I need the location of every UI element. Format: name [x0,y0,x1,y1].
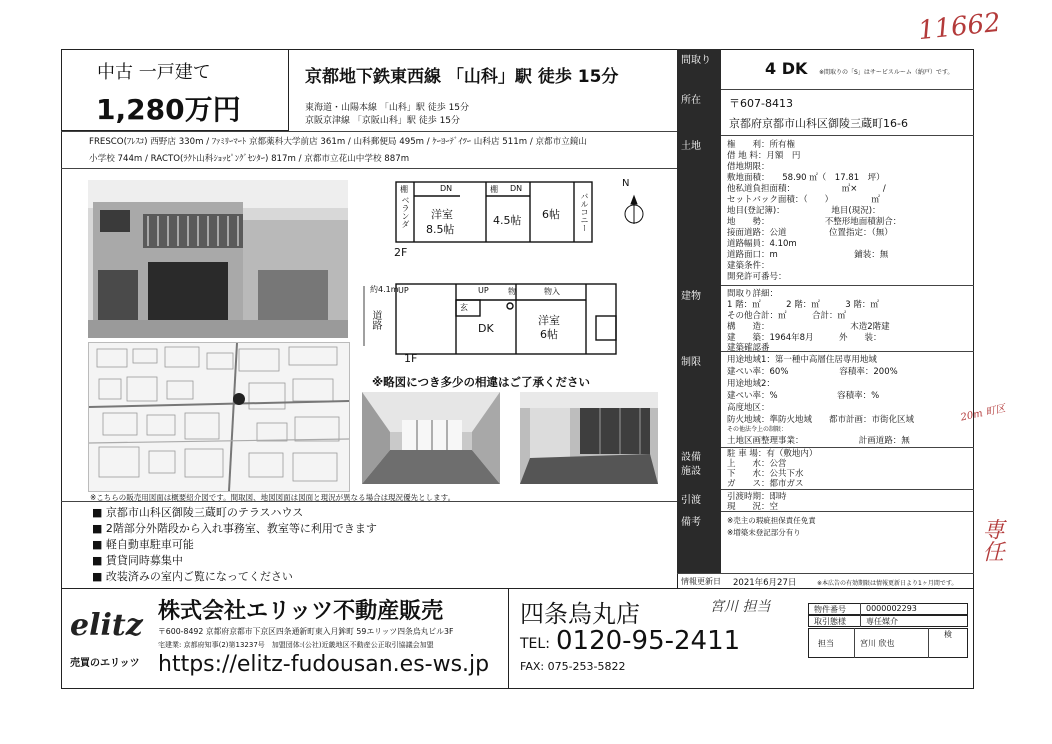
room-1f-b-size: 6帖 [540,328,558,341]
photo-caption: ※こちらの販売用図面は概要紹介図です。間取図、地図図面は図面と現況が異なる場合は現況優先とします。 [90,493,456,502]
floor-plan: 棚 DN 棚 DN 洋室 8.5帖 4.5帖 6帖 ベランダ バルコニー 2F N 約4.1m 道路 UP UP 玄 物 物入 DK 洋室 6帖 1F [356,176,656,366]
handwritten-number: 11662 [916,7,1003,47]
layout-note: ※間取りの「S」はサービスルーム（納戸）です。 [819,69,954,76]
postal-code: 〒607-8413 [729,97,793,110]
price: 1,280万円 [96,93,241,126]
feature-item: ■ 賃貸同時募集中 [92,554,183,567]
north-label: N [622,178,630,189]
room-1f-dk: DK [478,322,494,335]
layout-value: 4 DK [765,59,808,78]
interior-photo-1 [362,392,500,484]
land-row: セットバック面積：（ ） ㎡ [727,195,880,205]
land-row: 他私道負担面積： ㎡× / [727,184,886,194]
feature-item: ■ 軽自動車駐車可能 [92,538,194,551]
interior-photo-2 [520,392,658,484]
check-label: 検 [944,630,952,639]
handwritten-side-note: 専任 [979,518,1004,562]
address: 京都府京都市山科区御陵三蔵町16-6 [729,117,908,130]
handwritten-staff: 宮川 担当 [710,599,771,615]
road-width: 約4.1m [370,285,399,294]
nearby-line-2: 小学校 744m / RACTO(ﾗｸﾄ山科ｼｮｯﾋﾟﾝｸﾞｾﾝﾀｰ) 817m / 京都市立花山中学校 887m [89,154,410,164]
access-sub-2: 京阪京津線 「京阪山科」駅 徒歩 15分 [305,116,461,126]
delivery-row: 現 況：空 [727,502,779,512]
entrance-label: 玄 [460,303,468,312]
land-row: 借 地 料：月額 円 [727,151,801,161]
land-row: 開発許可番号： [727,272,787,282]
fax-number: FAX: 075-253-5822 [520,660,626,673]
updated-note: ※本広告の有効期限は情報更新日より1ヶ月間です。 [817,580,958,587]
facility-row: 駐 車 場：有（敷地内） [727,449,818,459]
land-row: 接面道路：公道 位置指定：（無） [727,228,893,238]
tel-label: TEL: [520,636,550,652]
floorplan-disclaimer: ※略図につき多少の相違はご了承ください [372,375,590,389]
balcony-label: バルコニー [580,192,589,232]
building-row: 建築確認番 [727,343,770,353]
regulation-row: 防火地域：準防火地域 都市計画：市街化区域 [727,415,915,425]
floor-2f-label: 2F [394,246,408,259]
category-label: 中古 一戸建て [97,62,211,83]
staff-table [808,628,968,658]
label-regulation: 制限 [677,351,721,447]
regulation-row: 用途地域1：第一種中高層住居専用地域 [727,355,877,365]
handwritten-margin-note: 20m 町区 [959,403,1007,424]
label-land: 土地 [677,135,721,285]
building-row: 構 造： 木造2階建 [727,322,890,332]
feature-item: ■ 改装済みの室内ご覧になってください [92,570,293,583]
company-logo-sub: 売買のエリッツ [70,658,140,669]
land-row: 敷地面積： 58.90 ㎡（ 17.81 坪） [727,173,885,183]
property-no-label: 物件番号 [814,605,846,614]
facility-row: 下 水：公共下水 [727,469,804,479]
feature-list [88,504,668,588]
deal-type: 専任媒介 [866,617,898,626]
label-location: 所在 [677,89,721,135]
access-sub-1: 東海道・山陽本線 「山科」駅 徒歩 15分 [305,103,470,113]
feature-item: ■ 京都市山科区御陵三蔵町のテラスハウス [92,506,304,519]
land-row: 道路幅員：4.10m [727,239,797,249]
updated-label: 情報更新日 [681,577,721,586]
land-row: 地 勢： 不整形地面積割合： [727,217,902,227]
building-row: 1 階：㎡ 2 階：㎡ 3 階：㎡ [727,300,879,310]
updated-date: 2021年6月27日 [733,578,797,588]
company-name: 株式会社エリッツ不動産販売 [158,599,444,624]
building-row: その他合計：㎡ 合計：㎡ [727,311,847,321]
company-address: 〒600-8492 京都府京都市下京区四条通新町東入月鉾町 59エリッツ四条烏丸ビル3F [158,627,454,636]
land-row: 借地期限： [727,162,770,172]
land-row: 地目(登記簿)： 地目(現況)： [727,206,881,216]
label-delivery: 引渡 [677,489,721,511]
company-logo: elitz [70,608,143,643]
regulation-row: 建ぺい率：60% 容積率：200% [727,367,898,377]
building-row: 間取り詳細： [727,289,779,299]
facility-row: 上 水：公営 [727,459,787,469]
deal-label: 取引態様 [814,617,846,626]
label-facility: 設備 施設 [677,447,721,489]
regulation-row: 土地区画整理事業： 計画道路：無 [727,436,910,446]
veranda-label: ベランダ [401,196,410,228]
room-2f-c: 6帖 [542,208,560,221]
regulation-row: その他法令上の制限： [727,426,788,433]
nearby-line-1: FRESCO(ﾌﾚｽｺ) 西野店 330m / ﾌｧﾐﾘｰﾏｰﾄ 京都薬科大学前店 361m / 山科郵便局 495m / ｹｰﾖｰﾃﾞｲﾂｰ 山科店 511m / 京都市立鏡山 [89,137,588,147]
exterior-photo [88,180,348,338]
road-label: 道路 [370,310,381,330]
land-row: 建築条件： [727,261,770,271]
label-building: 建物 [677,285,721,351]
room-2f-a-size: 8.5帖 [426,223,455,236]
regulation-row: 建ぺい率：% 容積率：% [727,391,880,401]
company-license: 宅建業: 京都府知事(2)第13237号 加盟団体:(公社)近畿地区不動産公正取引協議会加盟 [158,641,434,649]
label-layout: 間取り [677,49,721,89]
remarks-row: ※増築未登記部分有り [727,528,801,537]
feature-item: ■ 2階部分外階段から入れ事務室、教室等に利用できます [92,522,377,535]
floor-1f-label: 1F [404,352,418,365]
room-2f-b: 4.5帖 [493,214,522,227]
staff-label: 担当 [818,639,834,648]
area-map [88,342,350,492]
branch-name: 四条烏丸店 [520,600,640,628]
regulation-row: 高度地区： [727,403,770,413]
remarks-row: ※売主の瑕疵担保責任免責 [727,516,816,525]
building-row: 建 築：1964年8月 外 装： [727,333,882,343]
company-url[interactable]: https://elitz-fudousan.es-ws.jp [158,652,490,677]
regulation-row: 用途地域2： [727,379,775,389]
property-info-table [677,49,974,589]
room-1f-b: 洋室 [538,314,560,327]
storage-1f: 物入 [544,287,560,296]
label-remarks: 備考 [677,511,721,573]
delivery-row: 引渡時期：即時 [727,492,787,502]
access-main: 京都地下鉄東西線 「山科」駅 徒歩 15分 [305,67,619,87]
property-no: 0000002293 [866,604,917,613]
room-2f-a: 洋室 [431,208,453,221]
land-row: 権 利：所有権 [727,140,796,150]
facility-row: ガ ス：都市ガス [727,479,804,489]
tel-number[interactable]: 0120-95-2411 [556,626,741,656]
staff-name: 宮川 欣也 [860,639,895,648]
land-row: 道路面口：m 鋪装：無 [727,250,889,260]
